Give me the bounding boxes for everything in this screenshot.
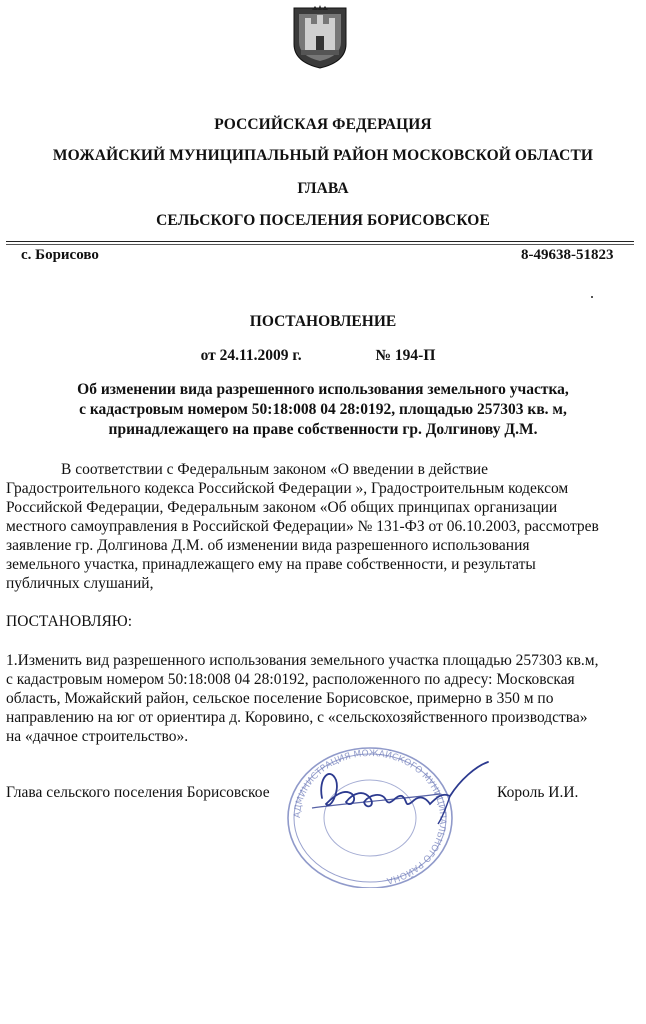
coat-of-arms-icon (291, 4, 349, 70)
header-settlement: СЕЛЬСКОГО ПОСЕЛЕНИЯ БОРИСОВСКОЕ (156, 212, 490, 229)
preamble-line: местного самоуправления в Российской Федерации» № 131-ФЗ от 06.10.2003, рассмотрев (6, 518, 599, 535)
document-subject (0, 380, 646, 440)
document-date: от 24.11.2009 г. (200, 347, 302, 364)
document-type: ПОСТАНОВЛЕНИЕ (249, 313, 397, 330)
decree-word: ПОСТАНОВЛЯЮ: (6, 613, 133, 630)
clause-line: на «дачное строительство». (6, 728, 189, 745)
clause-line: 1.Изменить вид разрешенного использования земельного участка площадью 257303 кв.м, (6, 652, 599, 669)
clause-line: с кадастровым номером 50:18:008 04 28:0192, расположенного по адресу: Московская (6, 671, 575, 688)
handwritten-signature-icon (300, 758, 500, 828)
phone-number: 8-49638-51823 (521, 247, 614, 263)
subject-line: принадлежащего на праве собственности гр. Долгинову Д.М. (108, 421, 538, 438)
stamp-text: АДМИНИСТРАЦИЯ МОЖАЙСКОГО МУНИЦИПАЛЬНОГО РАЙОНА (292, 748, 448, 886)
preamble-line: публичных слушаний, (6, 575, 154, 592)
header-head: ГЛАВА (297, 180, 349, 197)
subject-line: с кадастровым номером 50:18:008 04 28:0192, площадью 257303 кв. м, (79, 401, 567, 418)
scan-speck (591, 296, 593, 298)
header-district: МОЖАЙСКИЙ МУНИЦИПАЛЬНЫЙ РАЙОН МОСКОВСКОЙ ОБЛАСТИ (52, 147, 594, 164)
preamble-line: В соответствии с Федеральным законом «О введении в действие (61, 461, 488, 478)
header-divider-thin (6, 244, 634, 245)
preamble-paragraph (6, 460, 638, 593)
document-date-number (0, 347, 646, 365)
preamble-line: Российской Федерации, Федеральным законом «Об общих принципах организации (6, 499, 558, 516)
place-name: с. Борисово (21, 247, 99, 263)
clause-line: область, Можайский район, сельское поселение Борисовское, примерно в 350 м по (6, 690, 554, 707)
subject-line: Об изменении вида разрешенного использования земельного участка, (77, 381, 569, 398)
preamble-line: Градостроительного кодекса Российской Федерации », Градостроительным кодексом (6, 480, 569, 497)
clause-line: направлению на юг от ориентира д. Коровино, с «сельскохозяйственного производства» (6, 709, 588, 726)
preamble-line: земельного участка, принадлежащего ему на праве собственности, и результаты (6, 556, 536, 573)
signatory-name: Король И.И. (497, 784, 579, 801)
clause-1 (6, 651, 638, 746)
signatory-position: Глава сельского поселения Борисовское (6, 784, 270, 801)
header-divider (6, 241, 634, 242)
preamble-line: заявление гр. Долгинова Д.М. об изменении вида разрешенного использования (6, 537, 530, 554)
document-number: № 194-П (375, 347, 436, 364)
header-country: РОССИЙСКАЯ ФЕДЕРАЦИЯ (214, 116, 432, 133)
